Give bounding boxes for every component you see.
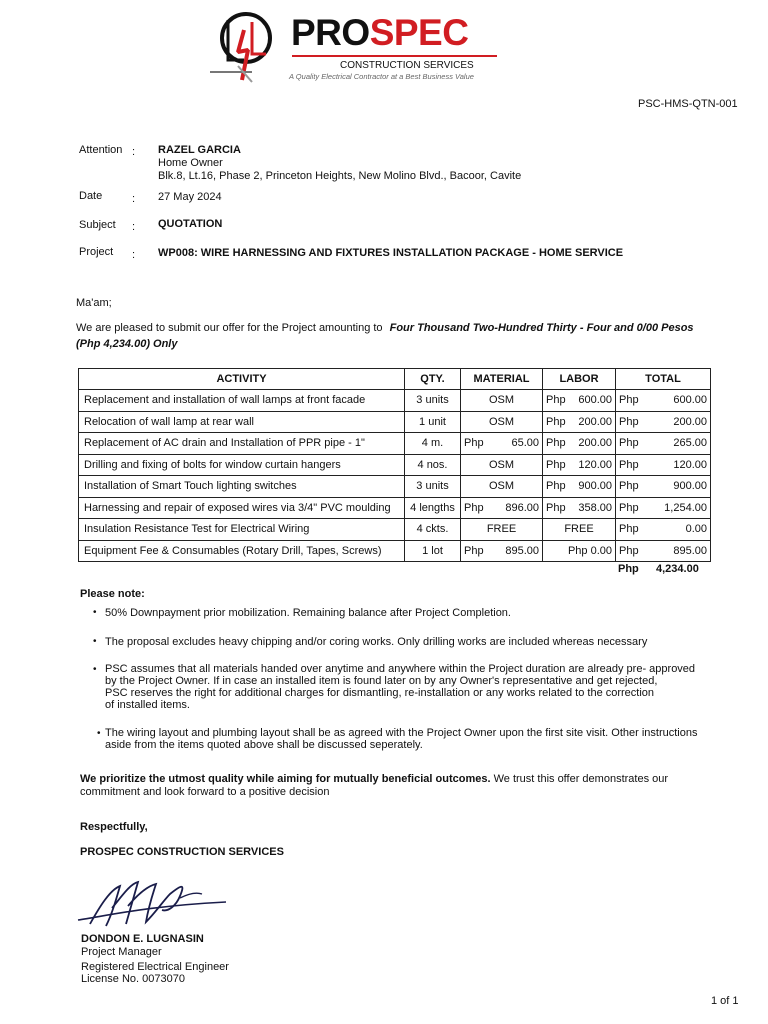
project-colon: : — [132, 249, 136, 261]
column-header-total: TOTAL — [616, 369, 711, 390]
material-cell: OSM — [461, 454, 543, 476]
grand-total-amount: 4,234.00 — [656, 563, 699, 575]
brand-tagline: A Quality Electrical Contractor at a Best Business Value — [289, 72, 474, 81]
quality-statement: We prioritize the utmost quality while aiming for mutually beneficial outcomes. — [80, 773, 491, 785]
table-row — [79, 454, 711, 476]
attention-address: Blk.8, Lt.16, Phase 2, Princeton Heights, New Molino Blvd., Bacoor, Cavite — [158, 170, 522, 182]
date-label: Date — [79, 190, 103, 202]
material-cell: OSM — [461, 390, 543, 412]
material-currency: Php — [464, 437, 484, 450]
total-currency: Php — [619, 394, 639, 407]
bullet-icon: • — [93, 636, 97, 647]
column-header-material: MATERIAL — [461, 369, 543, 390]
material-cell — [461, 540, 543, 562]
labor-cell — [543, 390, 616, 412]
grand-total-currency: Php — [618, 563, 639, 575]
labor-currency: Php — [546, 394, 566, 407]
material-currency: Php — [464, 501, 484, 514]
table-row — [79, 497, 711, 519]
signer-credential: Registered Electrical Engineer — [81, 961, 229, 973]
note-layout-line-2: aside from the items quoted above shall be discussed seperately. — [105, 739, 423, 751]
signature-icon — [76, 876, 236, 938]
table-row — [79, 519, 711, 541]
column-header-qty: QTY. — [405, 369, 461, 390]
total-amount: 265.00 — [673, 437, 707, 450]
labor-cell — [543, 454, 616, 476]
total-amount: 120.00 — [673, 458, 707, 471]
signer-name: DONDON E. LUGNASIN — [81, 933, 204, 945]
total-currency: Php — [619, 501, 639, 514]
intro-text — [76, 322, 694, 334]
material-cell: FREE — [461, 519, 543, 541]
document-reference: PSC-HMS-QTN-001 — [638, 98, 738, 110]
attention-name: RAZEL GARCIA — [158, 144, 241, 156]
labor-cell — [543, 497, 616, 519]
table-row — [79, 476, 711, 498]
closing-statement-line-2: commitment and look forward to a positive decision — [80, 786, 330, 798]
total-cell — [616, 497, 711, 519]
bullet-icon: • — [93, 607, 97, 618]
table-header-row — [79, 369, 711, 390]
activity-cell: Relocation of wall lamp at rear wall — [79, 411, 405, 433]
quotation-table — [78, 368, 711, 562]
date-value: 27 May 2024 — [158, 191, 222, 203]
brand-rule — [292, 55, 497, 57]
total-cell — [616, 454, 711, 476]
labor-cell — [543, 476, 616, 498]
prospec-logo-icon — [208, 10, 288, 88]
note-materials-line-3: PSC reserves the right for additional charges for dismantling, re-installation or any works related to the correction — [105, 687, 655, 699]
total-currency: Php — [619, 523, 639, 536]
qty-cell: 4 m. — [405, 433, 461, 455]
table-row — [79, 433, 711, 455]
activity-cell: Harnessing and repair of exposed wires via 3/4" PVC moulding — [79, 497, 405, 519]
material-amount: 895.00 — [505, 544, 539, 557]
total-cell — [616, 390, 711, 412]
material-amount: 65.00 — [511, 437, 539, 450]
table-row — [79, 540, 711, 562]
material-cell — [461, 497, 543, 519]
column-header-activity: ACTIVITY — [79, 369, 405, 390]
total-currency: Php — [619, 544, 639, 557]
company-name: PROSPEC CONSTRUCTION SERVICES — [80, 846, 284, 858]
signer-license: License No. 0073070 — [81, 973, 185, 985]
bullet-icon: • — [93, 664, 97, 675]
qty-cell: 1 unit — [405, 411, 461, 433]
material-cell: OSM — [461, 476, 543, 498]
labor-amount: 600.00 — [578, 394, 612, 407]
brand-subtitle: CONSTRUCTION SERVICES — [340, 60, 474, 71]
material-cell: OSM — [461, 411, 543, 433]
note-materials-line-4: of installed items. — [105, 699, 190, 711]
bullet-icon: • — [97, 728, 101, 739]
note-layout-line-1: The wiring layout and plumbing layout shall be as agreed with the Project Owner upon the first site visit. Other instructions — [105, 727, 698, 739]
column-header-labor: LABOR — [543, 369, 616, 390]
table-row — [79, 411, 711, 433]
activity-cell: Replacement of AC drain and Installation of PPR pipe - 1" — [79, 433, 405, 455]
qty-cell: 4 ckts. — [405, 519, 461, 541]
amount-in-words: Four Thousand Two-Hundred Thirty - Four and 0/00 Pesos — [389, 322, 694, 334]
labor-currency: Php — [546, 480, 566, 493]
attention-label: Attention — [79, 144, 123, 156]
labor-amount: 120.00 — [578, 458, 612, 471]
labor-amount: 200.00 — [578, 415, 612, 428]
page-number: 1 of 1 — [711, 995, 739, 1007]
activity-cell: Equipment Fee & Consumables (Rotary Drill, Tapes, Screws) — [79, 540, 405, 562]
signer-title: Project Manager — [81, 946, 162, 958]
total-cell — [616, 540, 711, 562]
qty-cell: 3 units — [405, 476, 461, 498]
labor-cell: Php 0.00 — [543, 540, 616, 562]
attention-role: Home Owner — [158, 157, 223, 169]
amount-in-figures: (Php 4,234.00) Only — [76, 338, 178, 350]
salutation: Ma'am; — [76, 297, 112, 309]
intro-sentence: We are pleased to submit our offer for the Project amounting to — [76, 322, 383, 334]
material-amount: 896.00 — [505, 501, 539, 514]
total-currency: Php — [619, 480, 639, 493]
total-currency: Php — [619, 458, 639, 471]
total-cell — [616, 433, 711, 455]
total-cell — [616, 519, 711, 541]
respectfully: Respectfully, — [80, 821, 148, 833]
labor-cell — [543, 411, 616, 433]
subject-value: QUOTATION — [158, 218, 223, 230]
total-amount: 900.00 — [673, 480, 707, 493]
labor-currency: Php — [546, 501, 566, 514]
material-currency: Php — [464, 544, 484, 557]
total-amount: 200.00 — [673, 415, 707, 428]
table-row — [79, 390, 711, 412]
project-label: Project — [79, 246, 114, 258]
labor-currency: Php — [546, 415, 566, 428]
closing-statement — [80, 773, 668, 785]
total-amount: 895.00 — [673, 544, 707, 557]
project-value: WP008: WIRE HARNESSING AND FIXTURES INSTALLATION PACKAGE - HOME SERVICE — [158, 247, 624, 259]
notes-heading: Please note: — [80, 588, 145, 600]
trust-statement: We trust this offer demonstrates our — [490, 773, 669, 785]
qty-cell: 4 nos. — [405, 454, 461, 476]
total-amount: 0.00 — [685, 523, 707, 536]
total-amount: 600.00 — [673, 394, 707, 407]
total-cell — [616, 476, 711, 498]
total-cell — [616, 411, 711, 433]
note-materials-line-2: by the Project Owner. If in case an installed item is found later on by any Owner's representative and get rejected, — [105, 675, 658, 687]
subject-label: Subject — [79, 219, 116, 231]
qty-cell: 1 lot — [405, 540, 461, 562]
note-downpayment: 50% Downpayment prior mobilization. Remaining balance after Project Completion. — [105, 607, 511, 619]
date-colon: : — [132, 193, 136, 205]
labor-cell: FREE — [543, 519, 616, 541]
activity-cell: Drilling and fixing of bolts for window curtain hangers — [79, 454, 405, 476]
activity-cell: Installation of Smart Touch lighting switches — [79, 476, 405, 498]
activity-cell: Insulation Resistance Test for Electrical Wiring — [79, 519, 405, 541]
qty-cell: 4 lengths — [405, 497, 461, 519]
labor-cell — [543, 433, 616, 455]
note-materials-line-1: PSC assumes that all materials handed over anytime and anywhere within the Project duration are already pre- approved — [105, 663, 696, 675]
labor-amount: 900.00 — [578, 480, 612, 493]
brand-name: PROSPEC — [291, 12, 469, 53]
labor-amount: 200.00 — [578, 437, 612, 450]
material-cell — [461, 433, 543, 455]
total-currency: Php — [619, 437, 639, 450]
note-exclusions: The proposal excludes heavy chipping and/or coring works. Only drilling works are included whereas necessary — [105, 636, 648, 648]
activity-cell: Replacement and installation of wall lamps at front facade — [79, 390, 405, 412]
labor-currency: Php — [546, 437, 566, 450]
labor-amount: 358.00 — [578, 501, 612, 514]
subject-colon: : — [132, 221, 136, 233]
labor-currency: Php — [546, 458, 566, 471]
total-currency: Php — [619, 415, 639, 428]
total-amount: 1,254.00 — [664, 501, 707, 514]
qty-cell: 3 units — [405, 390, 461, 412]
attention-colon: : — [132, 146, 136, 158]
